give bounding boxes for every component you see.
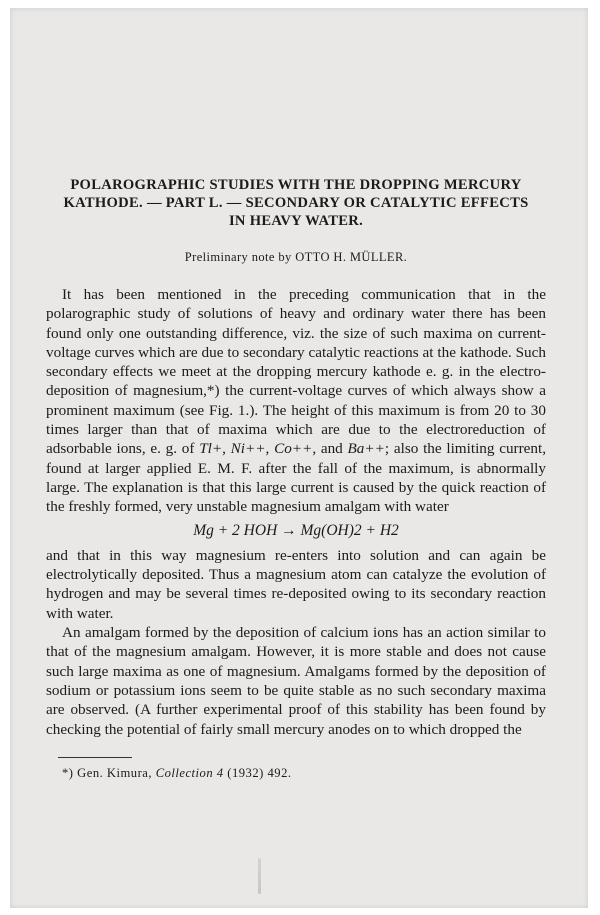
footnote-journal: Collection 4 [155, 765, 224, 780]
paragraph-1-text-a: It has been mentioned in the preceding communication that in the polarographic study of solutions of heavy and ordinary water there has been found only one outstanding difference, viz. the size of such maxima on current-voltage curves which are due to secondary catalytic reactions at the kathode. Such secondary effects we meet at the dropping mercury kathode e. g. in the electro-deposition of magnesium,*) the current-voltage curves of which always show a prominent maximum (see Fig. 1.). The height of this maximum is from 20 to 30 times larger than that of maxima which are due to the electroreduction of adsorbable ions, e. g. of [46, 286, 546, 458]
paper-crease-mark [258, 858, 261, 894]
paragraph-1-text-b: ; also the limiting current, found at larger applied E. M. F. after the fall of the maximum, is abnormally large. The explanation is that this large current is caused by the quick reaction of the freshly formed, very unstable magnesium amalgam with water [46, 440, 547, 516]
paragraph-3: An amalgam formed by the deposition of calcium ions has an action similar to that of the magnesium amalgam. However, it is more stable and does not cause such large maxima as one of magnesium. Amalgams formed by the deposition of sodium or potassium ions seem to be quite stable as no such secondary maxima are observed. (A further experimental proof of this stability has been found by checking the potential of fairly small mercury anodes on to which dropped the [46, 624, 546, 738]
ion-barium: Ba++ [347, 440, 385, 458]
ion-cobalt: Co++ [274, 440, 313, 458]
title-line-2: KATHODE. — PART L. — SECONDARY OR CATALYTIC EFFECTS [63, 195, 529, 211]
footnote [62, 766, 546, 781]
separator: , [265, 440, 275, 458]
article-body [46, 285, 546, 739]
ion-thallium: Tl+ [199, 440, 223, 458]
paragraph-1 [46, 285, 546, 517]
footnote-suffix: (1932) 492. [223, 765, 292, 780]
ion-nickel: Ni++ [230, 440, 266, 458]
separator: , [222, 440, 231, 458]
title-line-3: IN HEAVY WATER. [228, 213, 364, 229]
separator: , and [312, 440, 348, 458]
author-byline: Preliminary note by OTTO H. MÜLLER. [184, 250, 408, 264]
footnote-divider [58, 757, 132, 758]
article-title [46, 176, 546, 230]
title-line-1: POLAROGRAPHIC STUDIES WITH THE DROPPING MERCURY [70, 177, 522, 193]
article [46, 176, 546, 781]
paragraph-2: and that in this way magnesium re-enters into solution and can again be electrolytically deposited. Thus a magnesium atom can catalyze the evolution of hydrogen and may be several times re-deposited owing to its secondary reaction with water. [46, 546, 546, 622]
chemical-equation: Mg + 2 HOH → Mg(OH)2 + H2 [193, 521, 399, 539]
footnote-prefix: *) Gen. Kimura, [62, 765, 156, 780]
